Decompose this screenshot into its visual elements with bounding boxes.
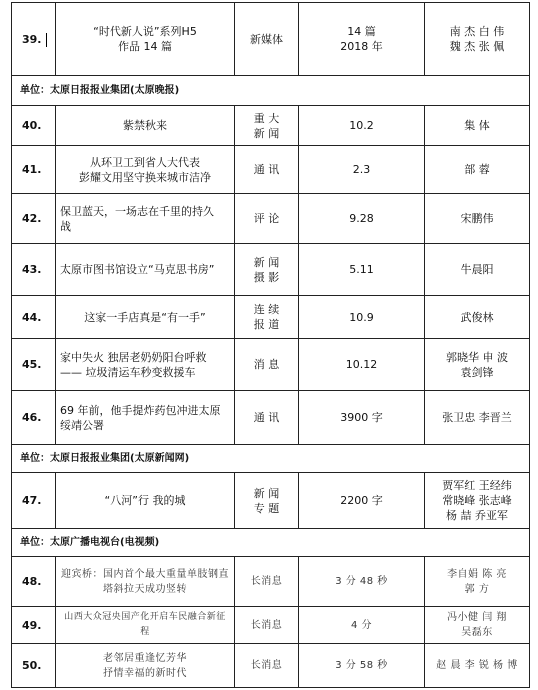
table-row — [12, 146, 530, 194]
entry-authors: 冯小健 闫 翔 吴磊东 — [425, 607, 530, 644]
entry-date: 10.9 — [299, 296, 425, 339]
unit-row — [12, 445, 530, 473]
entry-title: “八河”行 我的城 — [56, 473, 235, 529]
table-row — [12, 339, 530, 391]
entry-title: 保卫蓝天，一场志在千里的持久 战 — [56, 194, 235, 244]
entry-authors: 郭晓华 申 波 袁剑锋 — [425, 339, 530, 391]
unit-label: 单位：太原广播电视台(电视频) — [12, 529, 530, 557]
entry-date: 10.12 — [299, 339, 425, 391]
entry-type: 长消息 — [235, 644, 299, 688]
entry-authors: 南 杰 白 伟 魏 杰 张 佩 — [425, 3, 530, 76]
row-number: 49. — [12, 607, 56, 644]
entry-title: 迎宾桥：国内首个最大重量单肢钢直 塔斜拉天成功竖转 — [56, 557, 235, 607]
entry-type: 重 大 新 闻 — [235, 106, 299, 146]
unit-label: 单位：太原日报报业集团(太原新闻网) — [12, 445, 530, 473]
entry-title: “时代新人说”系列H5 作品 14 篇 — [56, 3, 235, 76]
row-number: 46. — [12, 391, 56, 445]
entry-authors: 部 蓉 — [425, 146, 530, 194]
entry-title: 紫禁秋来 — [56, 106, 235, 146]
entry-authors: 牛晨阳 — [425, 244, 530, 296]
entry-title: 家中失火 独居老奶奶阳台呼救 —— 垃圾清运车秒变救援车 — [56, 339, 235, 391]
row-number: 48. — [12, 557, 56, 607]
entry-authors: 宋鹏伟 — [425, 194, 530, 244]
table-row — [12, 194, 530, 244]
entry-date: 9.28 — [299, 194, 425, 244]
entry-title: 老邻居重逢忆芳华 抒情幸福的新时代 — [56, 644, 235, 688]
table-row — [12, 391, 530, 445]
row-number: 47. — [12, 473, 56, 529]
table-row — [12, 106, 530, 146]
entry-date: 10.2 — [299, 106, 425, 146]
table-row — [12, 473, 530, 529]
unit-label: 单位：太原日报报业集团(太原晚报) — [12, 76, 530, 106]
entry-title: 山西大众冠央国产化开启车民融合新征程 — [56, 607, 235, 644]
entry-title: 太原市图书馆设立“马克思书房” — [56, 244, 235, 296]
entry-type: 通 讯 — [235, 146, 299, 194]
row-number: 42. — [12, 194, 56, 244]
table-row — [12, 3, 530, 76]
entry-type: 新 闻 摄 影 — [235, 244, 299, 296]
entry-date: 5.11 — [299, 244, 425, 296]
entry-date: 4 分 — [299, 607, 425, 644]
entry-type: 通 讯 — [235, 391, 299, 445]
entry-date: 2200 字 — [299, 473, 425, 529]
entry-date: 14 篇 2018 年 — [299, 3, 425, 76]
row-number: 45. — [12, 339, 56, 391]
entry-type: 新媒体 — [235, 3, 299, 76]
table-row — [12, 244, 530, 296]
entry-title: 从环卫工到省人大代表 彭耀文用坚守换来城市洁净 — [56, 146, 235, 194]
awards-table — [11, 2, 530, 688]
entry-type: 连 续 报 道 — [235, 296, 299, 339]
entry-type: 新 闻 专 题 — [235, 473, 299, 529]
entry-authors: 张卫忠 李晋兰 — [425, 391, 530, 445]
entry-date: 3 分 58 秒 — [299, 644, 425, 688]
entry-type: 消 息 — [235, 339, 299, 391]
table-row — [12, 296, 530, 339]
entry-authors: 赵 晨 李 锐 杨 博 — [425, 644, 530, 688]
row-number: 43. — [12, 244, 56, 296]
entry-date: 2.3 — [299, 146, 425, 194]
entry-type: 评 论 — [235, 194, 299, 244]
row-number: 44. — [12, 296, 56, 339]
table-row — [12, 607, 530, 644]
entry-type: 长消息 — [235, 607, 299, 644]
entry-date: 3900 字 — [299, 391, 425, 445]
row-number: 41. — [12, 146, 56, 194]
entry-title: 这家一手店真是“有一手” — [56, 296, 235, 339]
entry-authors: 李自娟 陈 亮 郭 方 — [425, 557, 530, 607]
row-number: 50. — [12, 644, 56, 688]
table-row — [12, 644, 530, 688]
unit-row — [12, 529, 530, 557]
table-row — [12, 557, 530, 607]
unit-row — [12, 76, 530, 106]
entry-authors: 武俊林 — [425, 296, 530, 339]
entry-title: 69 年前，他手提炸药包冲进太原 绥靖公署 — [56, 391, 235, 445]
row-number: 39. — [12, 3, 56, 76]
entry-authors: 贾军红 王经纬 常晓峰 张志峰 杨 喆 乔亚军 — [425, 473, 530, 529]
entry-type: 长消息 — [235, 557, 299, 607]
text-cursor — [46, 33, 47, 47]
entry-date: 3 分 48 秒 — [299, 557, 425, 607]
entry-authors: 集 体 — [425, 106, 530, 146]
row-number: 40. — [12, 106, 56, 146]
